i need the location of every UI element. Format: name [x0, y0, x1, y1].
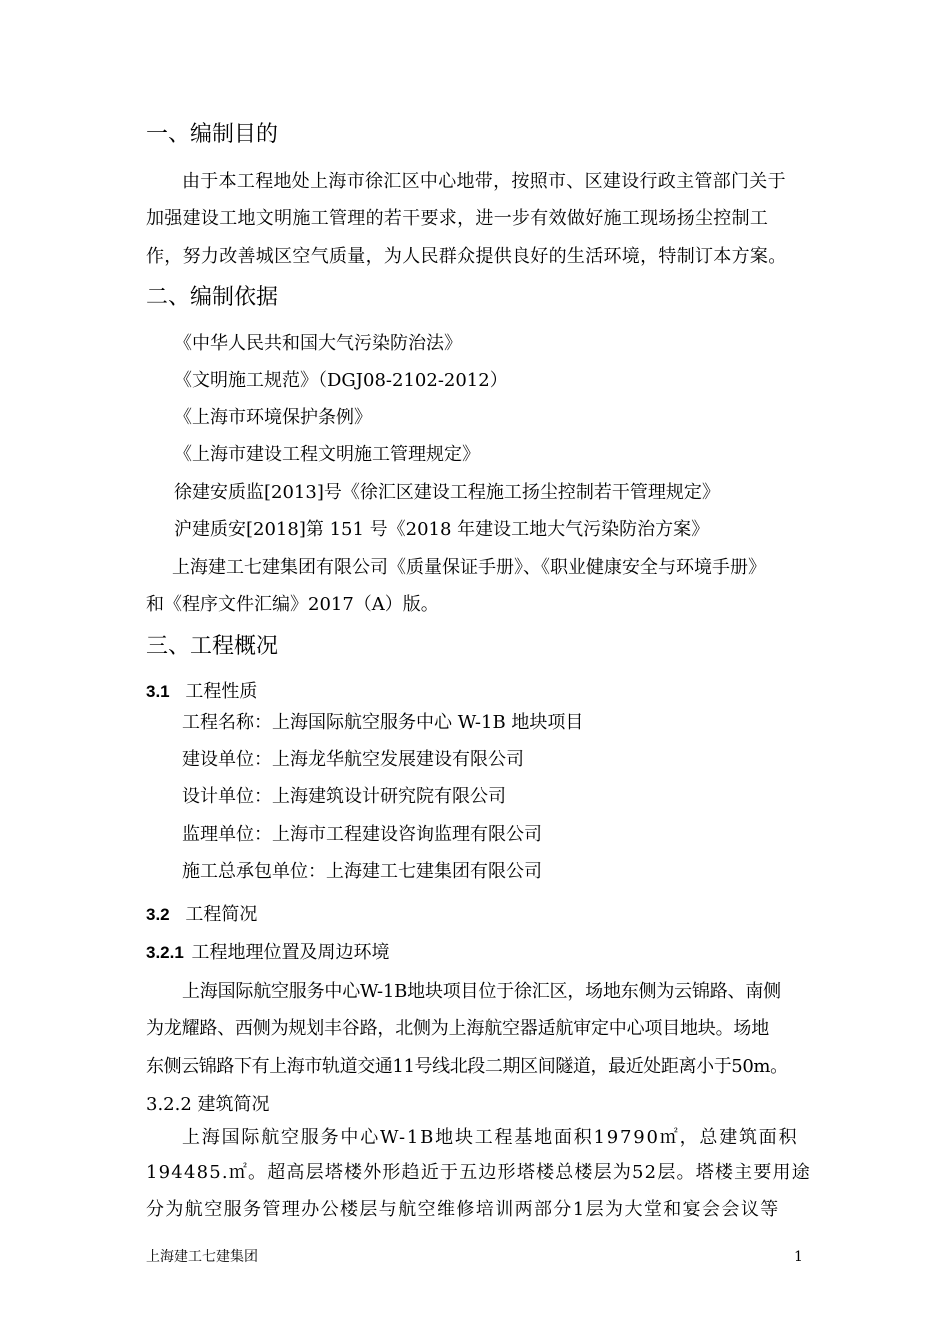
paragraph-line: 上海国际航空服务中心W-1B地块项目位于徐汇区，场地东侧为云锦路、南侧 [182, 981, 781, 1002]
basis-item: 沪建质安[2018]第 151 号《2018 年建设工地大气污染防治方案》 [174, 519, 710, 540]
paragraph-line: 由于本工程地处上海市徐汇区中心地带，按照市、区建设行政主管部门关于 [182, 171, 786, 192]
basis-item: 《上海市建设工程文明施工管理规定》 [174, 444, 480, 465]
subsection-title: 工程地理位置及周边环境 [191, 942, 390, 963]
project-info-line: 建设单位：上海龙华航空发展建设有限公司 [182, 749, 524, 770]
section-heading-overview: 三、工程概况 [146, 634, 279, 659]
basis-item: 《中华人民共和国大气污染防治法》 [174, 333, 462, 354]
page-number: 1 [794, 1249, 803, 1265]
section-heading-basis: 二、编制依据 [146, 285, 279, 310]
subsection-number: 3.1 [146, 682, 170, 701]
basis-item: 上海建工七建集团有限公司《质量保证手册》、《职业健康安全与环境手册》 [172, 557, 766, 578]
subsection-heading-3-1 [146, 680, 257, 704]
subsection-number: 3.2 [146, 905, 170, 924]
subsection-heading-3-2-2: 3.2.2 建筑简况 [146, 1094, 270, 1115]
paragraph-line: 东侧云锦路下有上海市轨道交通11号线北段二期区间隧道，最近处距离小于50m。 [146, 1056, 788, 1077]
basis-item: 《上海市环境保护条例》 [174, 407, 372, 428]
subsection-title: 工程简况 [185, 904, 258, 925]
basis-item: 《文明施工规范》（DGJ08-2102-2012） [174, 370, 508, 391]
paragraph-line: 194485.㎡。超高层塔楼外形趋近于五边形塔楼总楼层为52层。塔楼主要用途 [146, 1162, 811, 1183]
subsection-heading-3-2 [146, 903, 257, 927]
subsection-heading-3-2-1 [146, 941, 390, 965]
project-info-line: 工程名称：上海国际航空服务中心 W-1B 地块项目 [182, 712, 584, 733]
paragraph-line: 分为航空服务管理办公楼层与航空维修培训两部分1层为大堂和宴会会议等 [146, 1199, 780, 1220]
paragraph-line: 上海国际航空服务中心W-1B地块工程基地面积19790㎡，总建筑面积 [182, 1127, 799, 1148]
section-heading-purpose: 一、编制目的 [146, 122, 279, 147]
subsection-number: 3.2.1 [146, 943, 184, 962]
project-info-line: 施工总承包单位：上海建工七建集团有限公司 [182, 861, 542, 882]
basis-item: 和《程序文件汇编》2017（A）版。 [146, 594, 439, 615]
paragraph-line: 为龙耀路、西侧为规划丰谷路，北侧为上海航空器适航审定中心项目地块。场地 [146, 1018, 769, 1039]
project-info-line: 监理单位：上海市工程建设咨询监理有限公司 [182, 824, 542, 845]
subsection-title: 工程性质 [185, 681, 258, 702]
paragraph-line: 作，努力改善城区空气质量，为人民群众提供良好的生活环境，特制订本方案。 [146, 246, 787, 267]
paragraph-line: 加强建设工地文明施工管理的若干要求，进一步有效做好施工现场扬尘控制工 [146, 208, 769, 229]
project-info-line: 设计单位：上海建筑设计研究院有限公司 [182, 786, 506, 807]
footer-company: 上海建工七建集团 [146, 1249, 258, 1265]
basis-item: 徐建安质监[2013]号《徐汇区建设工程施工扬尘控制若干管理规定》 [174, 482, 720, 503]
